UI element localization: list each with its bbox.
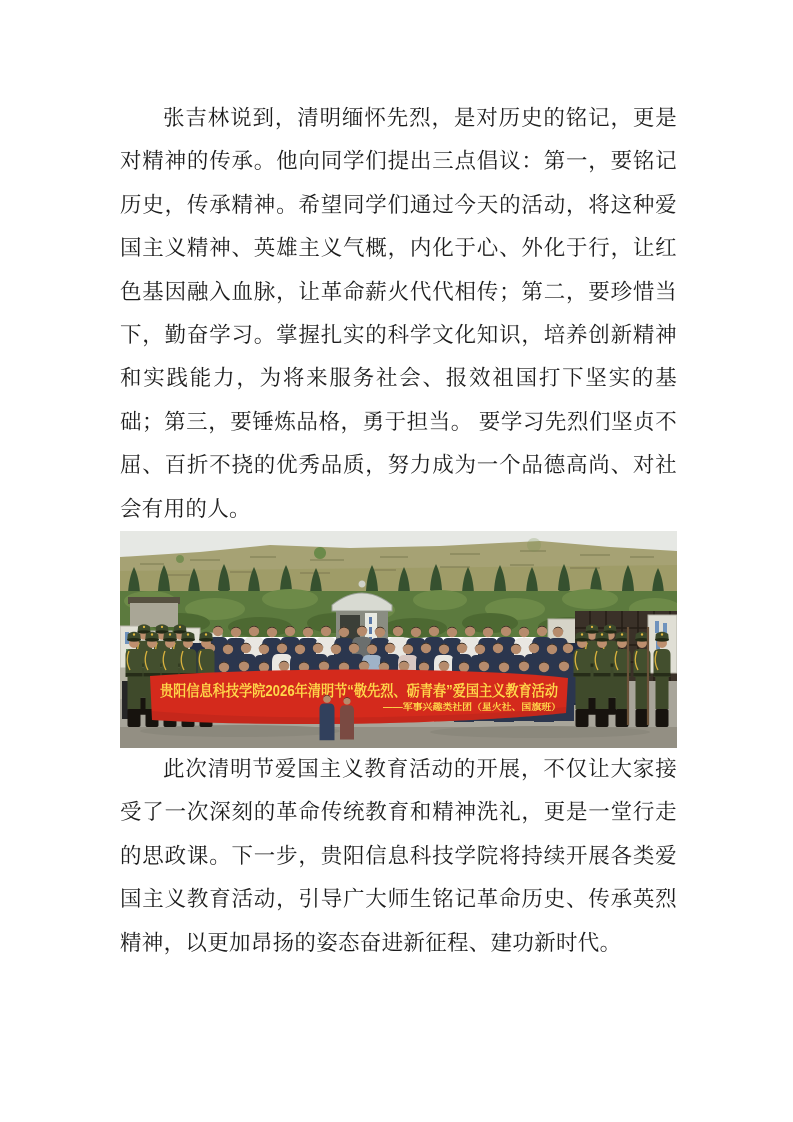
banner-text-line2: ——军事兴趣类社团（星火社、国旗班）: [383, 702, 546, 713]
body-paragraph-2: 此次清明节爱国主义教育活动的开展，不仅让大家接受了一次深刻的革命传统教育和精神洗礼，更是一堂行走的思政课。下一步，贵阳信息科技学院将持续开展各类爱国主义教育活动，引导广大师生铭记革命历史、传承英烈精神，以更加昂扬的姿态奋进新征程、建功新时代。: [120, 757, 677, 955]
memorial-group-photo: [120, 531, 677, 748]
honor-guards-right: [574, 624, 671, 727]
event-banner: [150, 670, 629, 725]
body-paragraph-1: 张吉林说到，清明缅怀先烈，是对历史的铭记，更是对精神的传承。他向同学们提出三点倡议：第一，要铭记历史，传承精神。希望同学们通过今天的活动，将这种爱国主义精神、英雄主义气概，内化于心、外化于行，让红色基因融入血脉，让革命薪火代代相传；第二，要珍惜当下，勤奋学习。掌握扎实的科学文化知识，培养创新精神和实践能力，为将来服务社会、报效祖国打下坚实的基础；第三，要锤炼品格，勇于担当。 要学习先烈们坚贞不屈、百折不挠的优秀品质，努力成为一个品德高尚、对社会有用的人。: [120, 106, 677, 521]
banner-text-line1: 贵阳信息科技学院2026年清明节“敬先烈、砺青春”爱国主义教育活动: [160, 683, 629, 701]
